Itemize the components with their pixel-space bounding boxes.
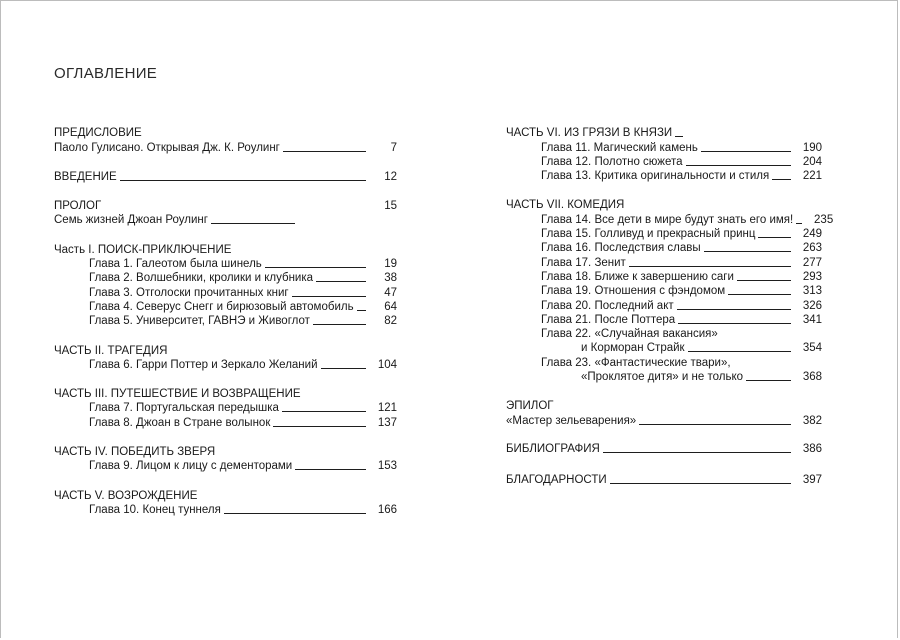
page-number: 15 [384,200,397,213]
page-number: 82 [384,315,397,328]
dot-leader [283,151,366,152]
toc-heading-row [54,488,397,502]
dot-leader [686,165,791,166]
toc-left-column [54,126,397,532]
page-number: 397 [802,474,822,487]
toc-entry[interactable] [506,442,822,456]
toc-section-part6 [506,126,822,183]
dot-leader [675,136,683,137]
dot-leader [120,180,366,181]
toc-section-part2 [54,343,397,372]
toc-section-preface [54,126,397,155]
entry-title: Глава 13. Критика оригинальности и стиля [541,170,770,183]
toc-entry[interactable] [54,459,397,473]
page-number: 19 [384,258,397,271]
toc-heading-row [54,343,397,357]
dot-leader [677,309,791,310]
toc-entry[interactable] [506,241,822,255]
dot-leader [758,237,791,238]
section-heading: ПРЕДИСЛОВИЕ [54,127,142,140]
page-number: 47 [384,286,397,299]
entry-title: Глава 22. «Случайная вакансия» [541,328,718,341]
entry-title: Глава 7. Португальская передышка [89,402,279,415]
dot-leader [313,324,366,325]
toc-heading-row [506,198,822,212]
toc-entry[interactable] [506,227,822,241]
section-heading: ЭПИЛОГ [506,400,554,413]
dot-leader [796,223,802,224]
entry-title: Глава 8. Джоан в Стране волынок [89,416,271,429]
entry-title: Глава 11. Магический камень [541,141,698,154]
entry-title: БИБЛИОГРАФИЯ [506,442,600,455]
dot-leader [639,424,791,425]
dot-leader [357,310,366,311]
part-heading: ЧАСТЬ VI. ИЗ ГРЯЗИ В КНЯЗИ [506,127,673,140]
part-heading: ЧАСТЬ III. ПУТЕШЕСТВИЕ И ВОЗВРАЩЕНИЕ [54,388,301,401]
toc-section-prologue [54,199,397,228]
toc-entry[interactable] [54,271,397,285]
page-number: 153 [377,460,397,473]
toc-section-bibliography [506,442,822,456]
page-number: 38 [384,272,397,285]
dot-leader [772,179,791,180]
page-number: 12 [384,170,397,183]
page-number: 263 [802,242,822,255]
toc-entry[interactable] [506,341,822,355]
toc-entry[interactable] [54,314,397,328]
page-number: 293 [802,270,822,283]
dot-leader [610,483,791,484]
toc-entry [54,213,397,227]
toc-entry[interactable] [506,370,822,384]
dot-leader [603,452,791,453]
entry-title: Глава 17. Зенит [541,256,626,269]
toc-entry[interactable] [506,155,822,169]
dot-leader [295,469,366,470]
toc-section-acknowledgements [506,473,822,487]
toc-entry[interactable] [506,140,822,154]
entry-title: Глава 18. Ближе к завершению саги [541,270,734,283]
part-heading: ЧАСТЬ IV. ПОБЕДИТЬ ЗВЕРЯ [54,446,216,459]
page-number: 326 [802,299,822,312]
dot-leader [704,251,791,252]
toc-entry[interactable] [506,413,822,427]
page-number: 313 [802,285,822,298]
toc-heading-row [54,445,397,459]
part-heading: ЧАСТЬ VII. КОМЕДИЯ [506,199,625,212]
dot-leader [211,223,295,224]
page-number: 204 [802,155,822,168]
entry-title: Глава 3. Отголоски прочитанных книг [89,286,289,299]
page-number: 249 [802,228,822,241]
entry-title: Глава 19. Отношения с фэндомом [541,285,726,298]
toc-entry[interactable] [54,415,397,429]
entry-title-continued: и Корморан Страйк [581,342,685,355]
toc-entry[interactable] [54,285,397,299]
toc-section-epilogue [506,399,822,428]
toc-entry-line1[interactable] [506,327,822,341]
page-number: 137 [377,416,397,429]
toc-entry[interactable] [54,257,397,271]
toc-section-intro [54,170,397,184]
toc-heading-row [506,399,822,413]
toc-entry[interactable] [54,503,397,517]
dot-leader [701,151,791,152]
toc-entry[interactable] [506,255,822,269]
part-heading: ЧАСТЬ V. ВОЗРОЖДЕНИЕ [54,489,198,502]
toc-heading-row [54,242,397,256]
toc-right-column [506,126,834,502]
dot-leader [282,411,366,412]
page-number: 341 [802,313,822,326]
dot-leader [746,380,791,381]
page-number: 7 [390,141,397,154]
dot-leader [737,280,791,281]
page-number: 64 [384,300,397,313]
dot-leader [321,368,367,369]
toc-entry[interactable] [54,170,397,184]
entry-title: Глава 15. Голливуд и прекрасный принц [541,228,756,241]
toc-entry[interactable] [506,212,834,226]
entry-title: Глава 20. Последний акт [541,299,674,312]
entry-title: Глава 21. После Поттера [541,313,676,326]
entry-title: Семь жизней Джоан Роулинг [54,214,208,227]
entry-title-continued: «Проклятое дитя» и не только [581,371,743,384]
toc-entry[interactable] [506,313,822,327]
entry-title: Глава 14. Все дети в мире будут знать его имя! [541,213,794,226]
entry-title: Глава 1. Галеотом была шинель [89,258,262,271]
dot-leader [629,266,791,267]
entry-title: ВВЕДЕНИЕ [54,170,117,183]
entry-title: Глава 10. Конец туннеля [89,503,221,516]
dot-leader [224,513,366,514]
toc-section-part4 [54,445,397,474]
dot-leader [678,323,791,324]
toc-entry[interactable] [506,473,822,487]
entry-title: Глава 6. Гарри Поттер и Зеркало Желаний [89,358,318,371]
page-number: 368 [802,371,822,384]
entry-title: БЛАГОДАРНОСТИ [506,474,607,487]
entry-title: Глава 4. Северус Снегг и бирюзовый автомобиль [89,300,354,313]
toc-entry[interactable] [506,169,822,183]
page-number: 221 [802,170,822,183]
part-heading: Часть I. ПОИСК-ПРИКЛЮЧЕНИЕ [54,243,232,256]
toc-entry[interactable] [54,300,397,314]
page-number: 104 [377,358,397,371]
page-number: 166 [377,503,397,516]
toc-entry[interactable] [506,298,822,312]
toc-entry[interactable] [54,401,397,415]
entry-title: Глава 23. «Фантастические твари», [541,356,731,369]
toc-heading-row [54,126,397,140]
entry-title: Глава 16. Последствия славы [541,242,701,255]
toc-heading-row [54,387,397,401]
dot-leader [728,294,791,295]
toc-entry[interactable] [54,140,397,154]
page-number: 354 [802,342,822,355]
entry-title: Паоло Гулисано. Открывая Дж. К. Роулинг [54,141,280,154]
toc-entry[interactable] [54,358,397,372]
page-number: 386 [802,442,822,455]
toc-entry-line1[interactable] [506,355,822,369]
entry-title: Глава 12. Полотно сюжета [541,155,683,168]
toc-section-part3 [54,387,397,430]
toc-section-part7 [506,198,834,384]
entry-title: «Мастер зельеварения» [506,414,637,427]
page-number: 190 [802,141,822,154]
page-number: 235 [814,213,834,226]
toc-heading-row [506,126,822,140]
toc-section-part1 [54,242,397,328]
contents-heading: ОГЛАВЛЕНИЕ [54,65,158,82]
dot-leader [292,296,366,297]
dot-leader [316,281,366,282]
entry-title: Глава 2. Волшебники, кролики и клубника [89,272,314,285]
toc-entry[interactable] [506,270,822,284]
entry-title: Глава 9. Лицом к лицу с дементорами [89,460,293,473]
part-heading: ЧАСТЬ II. ТРАГЕДИЯ [54,344,168,357]
toc-entry[interactable] [506,284,822,298]
toc-section-part5 [54,488,397,517]
page-number: 277 [802,256,822,269]
dot-leader [265,267,366,268]
dot-leader [688,351,791,352]
section-heading: ПРОЛОГ [54,200,102,213]
page-number: 121 [377,402,397,415]
entry-title: Глава 5. Университет, ГАВНЭ и Живоглот [89,315,310,328]
dot-leader [273,426,366,427]
toc-heading-row[interactable] [54,199,397,213]
page-number: 382 [802,414,822,427]
